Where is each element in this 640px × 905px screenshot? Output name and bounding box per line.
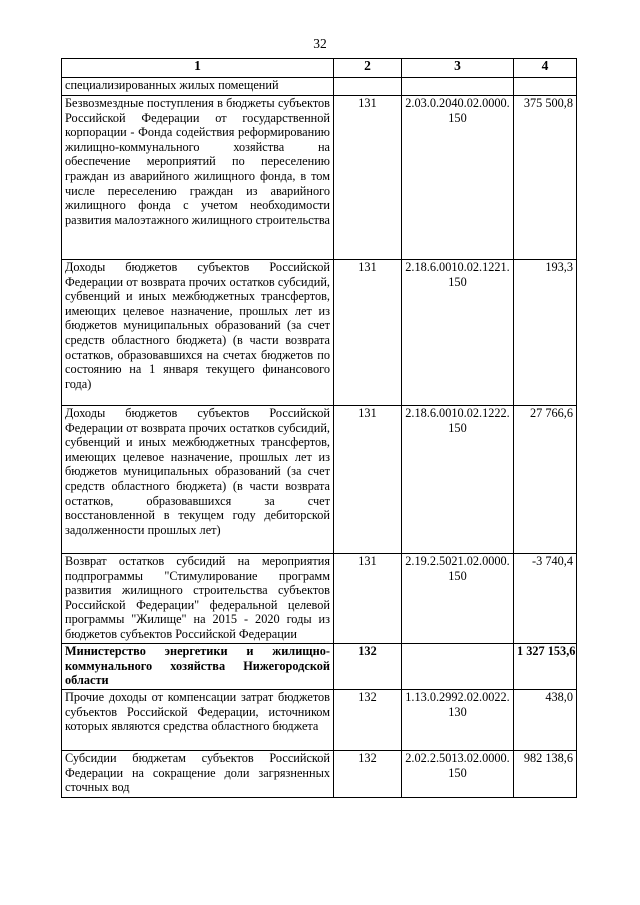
table-row [62,406,577,554]
admin-code-cell: 132 [334,751,402,798]
revenue-name-cell: Доходы бюджетов субъектов Российской Федерации от возврата прочих остатков субсидий, субвенций и иных межбюджетных трансфертов, имеющих целевое назначение, прошлых лет из бюджетов муниципальных образований (за счет средств областного бюджета) (в части возврата остатков, образовавшихся за счет восстановленной в текущем году дебиторской задолженности прошлых лет) [62,406,334,554]
admin-code-cell: 132 [334,690,402,751]
admin-code-cell: 131 [334,260,402,406]
revenue-name-cell: Прочие доходы от компенсации затрат бюджетов субъектов Российской Федерации, источником которых являются средства областного бюджета [62,690,334,751]
kbk-code-cell [402,78,514,96]
amount-cell [514,78,577,96]
kbk-code-cell: 2.18.6.0010.02.1222.150 [402,406,514,554]
admin-code-cell: 131 [334,406,402,554]
table-row [62,96,577,260]
admin-code-cell: 131 [334,96,402,260]
table-row [62,554,577,644]
table-row [62,751,577,798]
kbk-code-cell: 2.02.2.5013.02.0000.150 [402,751,514,798]
admin-code-cell: 131 [334,554,402,644]
amount-cell: 193,3 [514,260,577,406]
table-row-ministry [62,644,577,690]
admin-code-cell: 132 [334,644,402,690]
kbk-code-cell: 2.03.0.2040.02.0000.150 [402,96,514,260]
amount-cell: -3 740,4 [514,554,577,644]
column-header-1: 1 [62,59,334,78]
table-row [62,690,577,751]
ministry-name-cell: Министерство энергетики и жилищно-коммунального хозяйства Нижегородской области [62,644,334,690]
amount-cell: 375 500,8 [514,96,577,260]
amount-cell: 1 327 153,6 [514,644,577,690]
revenue-name-cell: специализированных жилых помещений [62,78,334,96]
page-number: 32 [313,36,327,51]
kbk-code-cell: 2.18.6.0010.02.1221.150 [402,260,514,406]
column-header-3: 3 [402,59,514,78]
admin-code-cell [334,78,402,96]
kbk-code-cell: 1.13.0.2992.02.0022.130 [402,690,514,751]
amount-cell: 27 766,6 [514,406,577,554]
kbk-code-cell [402,644,514,690]
table-header-row [62,59,577,78]
budget-revenue-table [61,58,577,798]
table-row [62,260,577,406]
revenue-name-cell: Возврат остатков субсидий на мероприятия подпрограммы "Стимулирование программ развития жилищного строительства субъектов Российской Федерации" федеральной целевой программы "Жилище" на 2015 - 2020 годы из бюджетов субъектов Российской Федерации [62,554,334,644]
revenue-name-cell: Субсидии бюджетам субъектов Российской Федерации на сокращение доли загрязненных сточных вод [62,751,334,798]
revenue-name-cell: Доходы бюджетов субъектов Российской Федерации от возврата прочих остатков субсидий, субвенций и иных межбюджетных трансфертов, имеющих целевое назначение, прошлых лет из бюджетов муниципальных образований (за счет средств областного бюджета) (в части возврата остатков, образовавшихся на счетах бюджетов по состоянию на 1 января текущего финансового года) [62,260,334,406]
column-header-4: 4 [514,59,577,78]
amount-cell: 438,0 [514,690,577,751]
table-row [62,78,577,96]
column-header-2: 2 [334,59,402,78]
amount-cell: 982 138,6 [514,751,577,798]
revenue-name-cell: Безвозмездные поступления в бюджеты субъектов Российской Федерации от государственной корпорации - Фонда содействия реформированию жилищно-коммунального хозяйства на обеспечение мероприятий по переселению граждан из аварийного жилищного фонда, в том числе переселению граждан из аварийного жилищного фонда с учетом необходимости развития малоэтажного жилищного строительства [62,96,334,260]
kbk-code-cell: 2.19.2.5021.02.0000.150 [402,554,514,644]
